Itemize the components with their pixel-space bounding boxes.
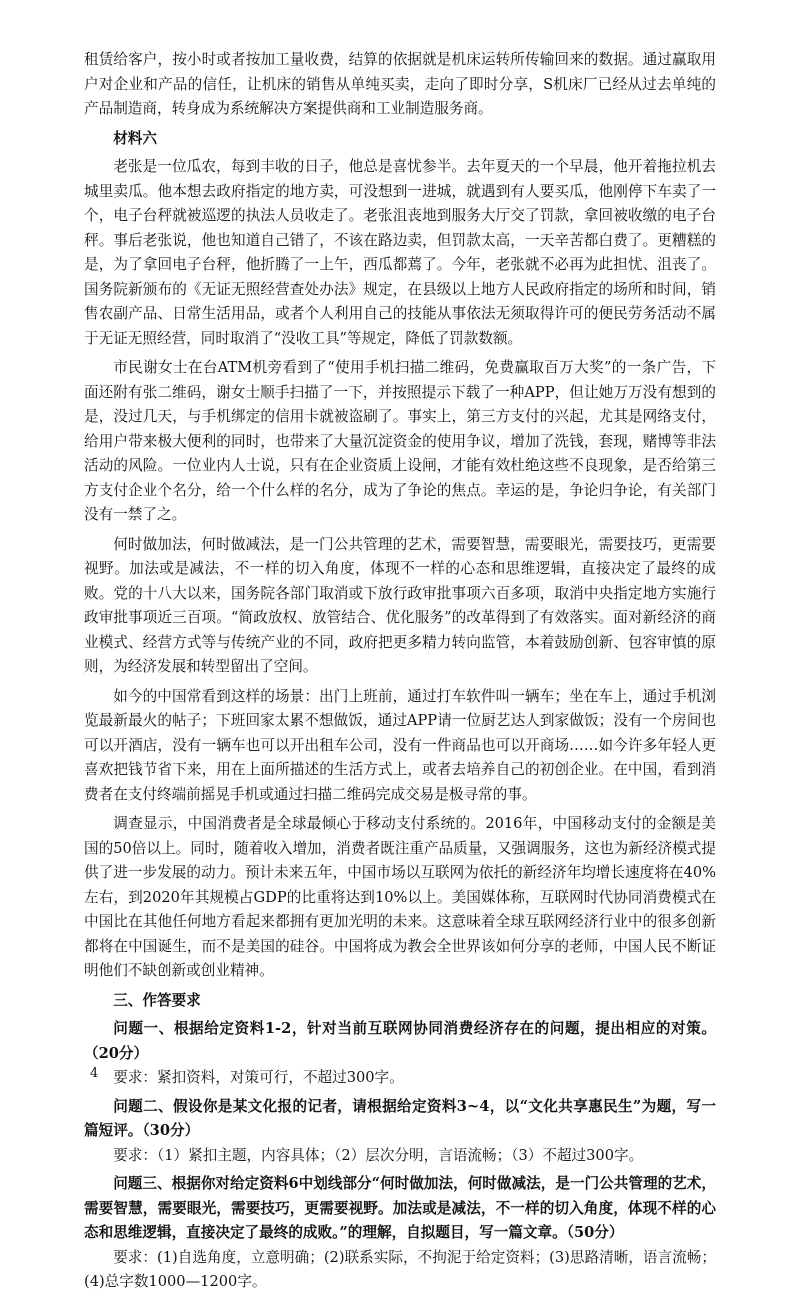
question-3-requirement: 要求：(1)自选角度，立意明确；(2)联系实际，不拘泥于给定资料；(3)思路清晰，语言流畅；(4)总字数1000—1200字。 [84,1248,716,1290]
question-1-requirement: 要求：紧扣资料，对策可行，不超过300字。 [113,1069,404,1086]
question-3: 问题三、根据你对给定资料6中划线部分“何时做加法，何时做减法，是一门公共管理的艺术，需要智慧，需要眼光，需要技巧，更需要视野。加法或是减法，不一样的切入角度，体现不样的心态和思维逻辑，直接决定了最终的成败。”的理解，自拟题目，写一篇文章。（50分） [84,1175,716,1241]
paragraph-addition-subtraction: 何时做加法，何时做减法，是一门公共管理的艺术，需要智慧，需要眼光，需要技巧，更需要视野。加法或是减法，不一样的切入角度，体现不一样的心态和思维逻辑，直接决定了最终的成败。党的十八大以来，国务院各部门取消或下放行政审批事项六百多项，取消中央指定地方实施行政审批事项近三百项。“简政放权、放管结合、优化服务”的改革得到了有效落实。面对新经济的商业模式、经营方式等与传统产业的不同，政府把更多精力转向监管，本着鼓励创新、包容审慎的原则，为经济发展和转型留出了空间。 [84,535,716,675]
section-answer-requirements-heading: 三、作答要求 [113,991,201,1009]
paragraph-sharing-lifestyle: 如今的中国常看到这样的场景：出门上班前，通过打车软件叫一辆车；坐在车上，通过手机浏览最新最火的帖子；下班回家太累不想做饭，通过APP请一位厨艺达人到家做饭；没有一个房间也可以开酒店，没有一辆车也可以开出租车公司，没有一件商品也可以开商场……如今许多年轻人更喜欢把钱节省下来，用在上面所描述的生活方式上，或者去培养自己的初创企业。在中国，看到消费者在支付终端前摇晃手机或通过扫描二维码完成交易是极寻常的事。 [84,687,716,803]
page-number: 4 [90,1066,99,1081]
paragraph-farmer-story: 老张是一位瓜农，每到丰收的日子，他总是喜忧参半。去年夏天的一个早晨，他开着拖拉机去城里卖瓜。他本想去政府指定的地方卖，可没想到一进城，就遇到有人要买瓜，他刚停下车卖了一个，电子台秤就被巡逻的执法人员收走了。老张沮丧地到服务大厅交了罚款，拿回被收缴的电子台秤。事后老张说，他也知道自己错了，不该在路边卖，但罚款太高，一天辛苦都白费了。更糟糕的是，为了拿回电子台秤，他折腾了一上午，西瓜都蔫了。今年，老张就不必再为此担忧、沮丧了。国务院新颁布的《无证无照经营查处办法》规定，在县级以上地方人民政府指定的场所和时间，销售农副产品、日常生活用品，或者个人利用自己的技能从事依法无须取得许可的便民劳务活动不属于无证无照经营，同时取消了“没收工具”等规定，降低了罚款数额。 [84,158,716,347]
question-2: 问题二、假设你是某文化报的记者，请根据给定资料3~4，以“文化共享惠民生”为题，写一篇短评。（30分） [84,1097,716,1139]
paragraph-atm-qr-story: 市民谢女士在台ATM机旁看到了“使用手机扫描二维码，免费赢取百万大奖”的一条广告，下面还附有张二维码，谢女士顺手扫描了一下，并按照提示下载了一种APP，但让她万万没有想到的是，没过几天，与手机绑定的信用卡就被盗刷了。事实上，第三方支付的兴起，尤其是网络支付，给用户带来极大便利的同时，也带来了大量沉淀资金的使用争议，增加了洗钱，套现，赌博等非法活动的风险。一位业内人士说，只有在企业资质上设闸，才能有效杜绝这些不良现象，是否给第三方支付企业个名分，给一个什么样的名分，成为了争论的焦点。幸运的是，争论归争论，有关部门没有一禁了之。 [84,359,716,523]
question-2-requirement: 要求：（1）紧扣主题，内容具体；（2）层次分明，言语流畅；（3）不超过300字。 [113,1146,644,1164]
question-1: 问题一、根据给定资料1-2，针对当前互联网协同消费经济存在的问题，提出相应的对策。（20分） [84,1020,716,1062]
page-body [84,48,716,1299]
paragraph-mobile-payment-survey: 调查显示，中国消费者是全球最倾心于移动支付系统的。2016年，中国移动支付的金额是美国的50倍以上。同时，随着收入增加，消费者既注重产品质量，又强调服务，这也为新经济模式提供了进一步发展的动力。预计未来五年，中国市场以互联网为依托的新经济年均增长速度将在40%左右，到2020年其规模占GDP的比重将达到10%以上。美国媒体称，互联网时代协同消费模式在中国比在其他任何地方看起来都拥有更加光明的未来。这意味着全球互联网经济行业中的很多创新都将在中国诞生，而不是美国的硅谷。中国将成为教会全世界该如何分享的老师，中国人民不断证明他们不缺创新或创业精神。 [84,815,716,979]
material-5-continuation: 租赁给客户，按小时或者按加工量收费，结算的依据就是机床运转所传输回来的数据。通过赢取用户对企业和产品的信任，让机床的销售从单纯买卖，走向了即时分享，S机床厂已经从过去单纯的产品制造商，转身成为系统解决方案提供商和工业制造服务商。 [84,51,716,117]
material-6-heading: 材料六 [113,129,157,147]
